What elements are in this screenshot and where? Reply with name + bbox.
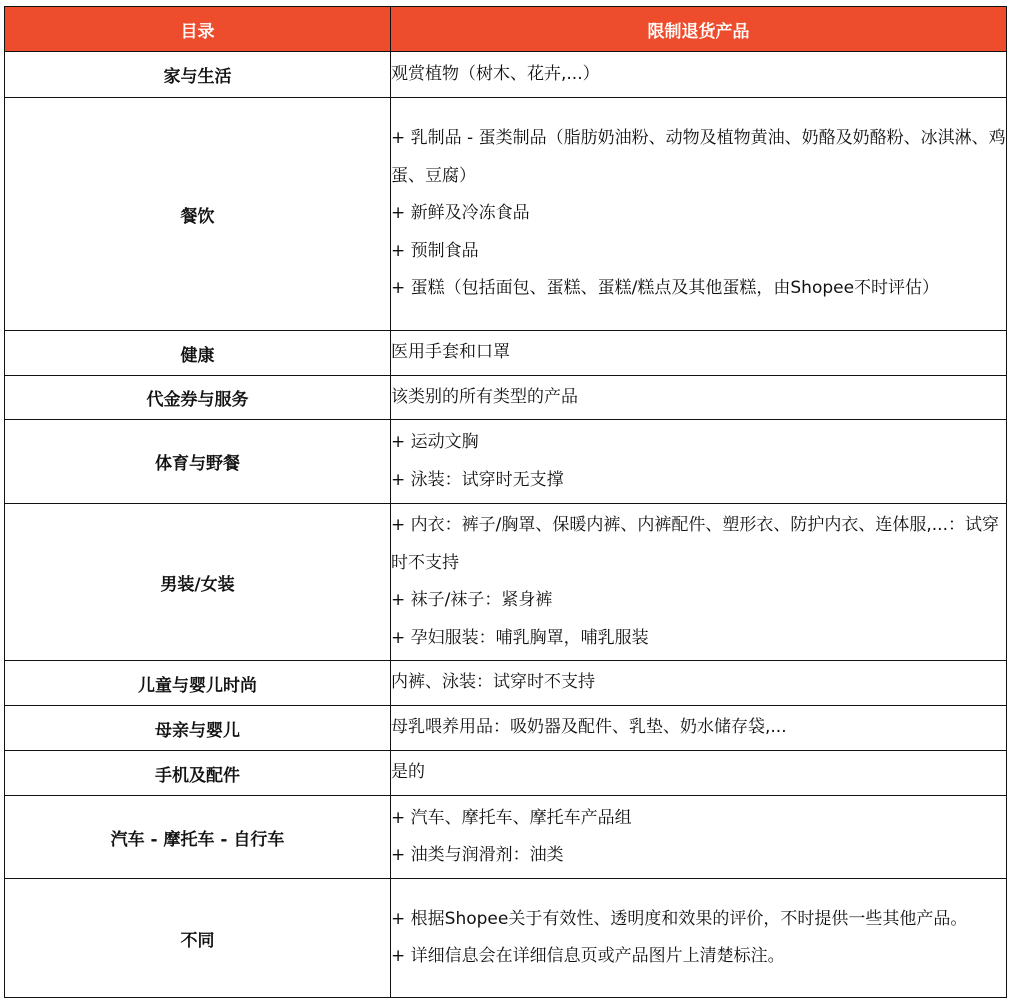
product-line: 内裤、泳装：试穿时不支持 xyxy=(391,672,595,693)
category-cell: 健康 xyxy=(5,331,391,376)
category-cell: 母亲与婴儿 xyxy=(5,706,391,751)
restricted-products-cell xyxy=(391,504,1007,661)
restricted-products-cell xyxy=(391,796,1007,879)
product-line: + 根据Shopee关于有效性、透明度和效果的评价，不时提供一些其他产品。 xyxy=(391,908,968,929)
product-line: 观赏植物（树木、花卉,...） xyxy=(391,63,600,84)
restricted-products-cell xyxy=(391,376,1007,420)
product-line: + 油类与润滑剂：油类 xyxy=(391,845,564,865)
restricted-products-cell xyxy=(391,661,1007,706)
category-cell: 体育与野餐 xyxy=(5,420,391,504)
product-line: 该类别的所有类型的产品 xyxy=(391,386,578,407)
table-row xyxy=(5,661,1007,706)
product-line: + 孕妇服装：哺乳胸罩，哺乳服装 xyxy=(391,627,649,648)
category-cell: 男装/女装 xyxy=(5,504,391,661)
restricted-products-cell xyxy=(391,879,1007,998)
restricted-products-cell xyxy=(391,98,1007,331)
table-row xyxy=(5,751,1007,796)
restricted-products-cell xyxy=(391,706,1007,751)
header-restricted-products: 限制退货产品 xyxy=(391,7,1007,52)
restricted-products-cell xyxy=(391,751,1007,796)
table-row xyxy=(5,796,1007,879)
restricted-returns-table xyxy=(4,6,1007,998)
category-cell: 不同 xyxy=(5,879,391,998)
table-row xyxy=(5,98,1007,331)
product-line: + 详细信息会在详细信息页或产品图片上清楚标注。 xyxy=(391,946,785,966)
table-row xyxy=(5,52,1007,98)
table-row xyxy=(5,706,1007,751)
product-line: + 泳装：试穿时无支撑 xyxy=(391,469,564,490)
restricted-products-cell xyxy=(391,420,1007,504)
table-row xyxy=(5,331,1007,376)
table-row xyxy=(5,420,1007,504)
product-line: + 预制食品 xyxy=(391,240,479,261)
product-line: + 袜子/袜子：紧身裤 xyxy=(391,590,553,610)
product-line: + 蛋糕（包括面包、蛋糕、蛋糕/糕点及其他蛋糕，由Shopee不时评估） xyxy=(391,278,940,299)
table-header-row xyxy=(5,7,1007,52)
product-line: 母乳喂养用品：吸奶器及配件、乳垫、奶水储存袋,... xyxy=(391,717,787,738)
product-line: 是的 xyxy=(391,762,425,783)
product-line: + 汽车、摩托车、摩托车产品组 xyxy=(391,807,632,828)
category-cell: 代金券与服务 xyxy=(5,376,391,420)
table-row xyxy=(5,376,1007,420)
category-cell: 餐饮 xyxy=(5,98,391,331)
product-line: + 乳制品 - 蛋类制品（脂肪奶油粉、动物及植物黄油、奶酪及奶酪粉、冰淇淋、鸡蛋、豆腐） xyxy=(391,128,1006,186)
category-cell: 汽车 - 摩托车 - 自行车 xyxy=(5,796,391,879)
restricted-products-cell xyxy=(391,331,1007,376)
table-body xyxy=(5,52,1007,998)
header-category: 目录 xyxy=(5,7,391,52)
product-line: + 运动文胸 xyxy=(391,432,479,452)
table-row xyxy=(5,504,1007,661)
category-cell: 儿童与婴儿时尚 xyxy=(5,661,391,706)
category-cell: 家与生活 xyxy=(5,52,391,98)
table-row xyxy=(5,879,1007,998)
product-line: + 新鲜及冷冻食品 xyxy=(391,203,530,224)
category-cell: 手机及配件 xyxy=(5,751,391,796)
product-line: + 内衣：裤子/胸罩、保暖内裤、内裤配件、塑形衣、防护内衣、连体服,...：试穿时不支持 xyxy=(391,515,999,573)
product-line: 医用手套和口罩 xyxy=(391,342,510,363)
restricted-products-cell xyxy=(391,52,1007,98)
